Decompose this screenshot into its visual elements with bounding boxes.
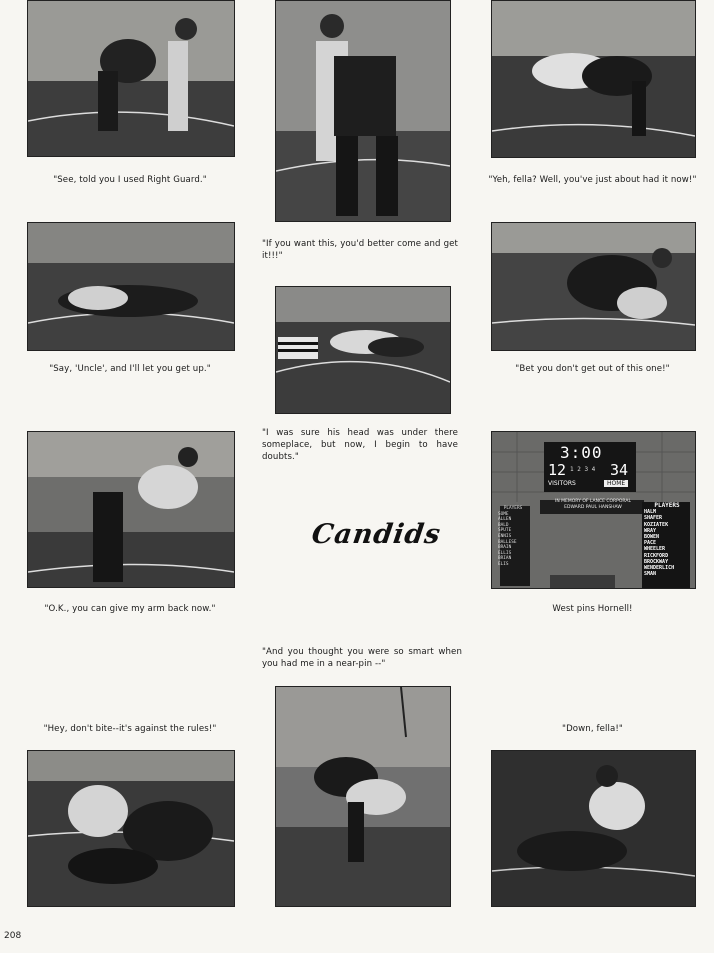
caption-west-pins: West pins Hornell!: [552, 604, 633, 614]
left-board-name: BALLESE: [498, 539, 517, 545]
player-name: BOWEN: [644, 534, 660, 541]
left-board-name: SOME: [498, 511, 509, 517]
page-title: Candids: [309, 519, 444, 550]
photo-wrestlers-mat-2: [491, 222, 696, 351]
scoreboard-home-label: HOME: [604, 480, 628, 487]
caption-arm-back: "O.K., you can give my arm back now.": [44, 604, 216, 614]
caption-bet-you: "Bet you don't get out of this one!": [515, 364, 670, 374]
photo-wrestlers-standing: [275, 0, 451, 222]
left-board: [498, 506, 528, 568]
player-name: SHAFER: [644, 515, 663, 522]
scoreboard-home-score: 34: [610, 461, 629, 479]
players-board: [644, 503, 690, 577]
photo-wrestlers-mat-1: [27, 222, 235, 351]
left-board-name: ALLEN: [498, 517, 512, 523]
player-name: HALM: [644, 509, 657, 516]
photo-wrestlers-crouch: [491, 0, 696, 158]
player-name: KOZIATEK: [644, 521, 669, 528]
caption-near-pin: "And you thought you were so smart when you had me in a near-pin --": [262, 647, 462, 669]
player-name: WHEELER: [644, 546, 666, 553]
scoreboard-visitors-score: 12: [548, 461, 567, 479]
photo-wrestlers-arm-lock: [27, 431, 235, 588]
caption-head-under: "I was sure his head was under there someplace, but now, I begin to have doubts.": [262, 428, 458, 462]
left-board-name: ELIS: [498, 561, 509, 567]
photo-wrestlers-down: [491, 750, 696, 907]
memorial-line-2: EDWARD PAUL HANSHAW: [564, 505, 622, 510]
scoreboard-visitors-label: VISITORS: [548, 480, 576, 487]
caption-dont-bite: "Hey, don't bite--it's against the rules!": [43, 724, 217, 734]
player-name: BROCKWAY: [644, 558, 669, 565]
scoreboard-time: 3:00: [560, 443, 603, 462]
memorial-line-1: IN MEMORY OF LANCE CORPORAL: [555, 499, 631, 504]
left-board-name: ENNIS: [498, 533, 512, 539]
player-name: RICKFORD: [644, 552, 669, 559]
caption-had-it-now: "Yeh, fella? Well, you've just about had it now!": [488, 175, 697, 185]
caption-down-fella: "Down, fella!": [562, 724, 623, 734]
left-board-name: ELLIS: [498, 550, 512, 556]
scoreboard-periods: 1 2 3 4: [570, 466, 596, 473]
player-name: WENDERLICH: [644, 565, 675, 572]
left-board-name: BRIAN: [498, 556, 512, 562]
photo-wrestlers-mat-3: [27, 750, 235, 907]
player-name: SMAN: [644, 571, 657, 578]
left-board-name: SPUTE: [498, 528, 512, 534]
scoreboard-memorial: [541, 499, 645, 511]
player-name: WRAY: [644, 527, 657, 534]
left-board-name: BRAIN: [498, 545, 512, 551]
left-board-name: BALD: [498, 522, 509, 528]
player-name: PACE: [644, 540, 657, 547]
page-number: 208: [4, 931, 22, 941]
photo-referee-pin: [275, 286, 451, 414]
photo-wrestlers-grapple-1: [27, 0, 235, 157]
caption-say-uncle: "Say, 'Uncle', and I'll let you get up.": [49, 364, 211, 374]
photo-wrestlers-takedown: [275, 686, 451, 907]
caption-right-guard: "See, told you I used Right Guard.": [53, 175, 207, 185]
caption-come-get-it: "If you want this, you'd better come and get it!!!": [262, 239, 458, 261]
players-header: PLAYERS: [654, 502, 680, 509]
left-board-header: PLAYERS: [503, 506, 523, 511]
